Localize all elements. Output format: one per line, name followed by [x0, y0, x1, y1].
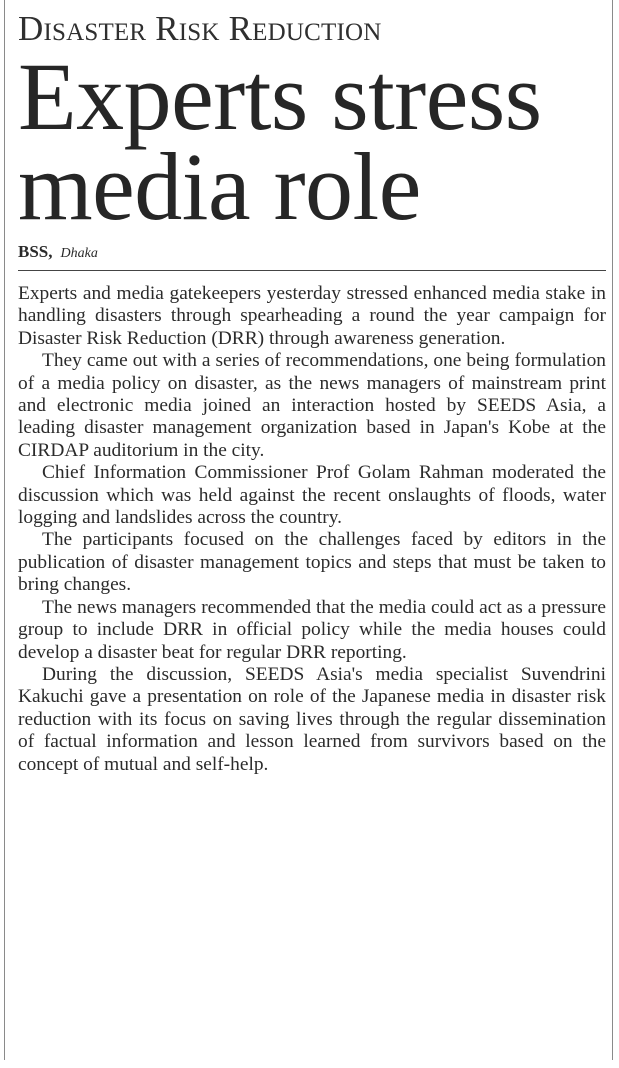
headline: Experts stress media role — [18, 43, 542, 240]
section-kicker: Disaster Risk Reduction — [18, 9, 382, 48]
column-rule-right — [612, 0, 613, 1060]
column-rule-left — [4, 0, 5, 1060]
byline-agency: BSS, — [18, 242, 53, 261]
paragraph: Chief Information Commissioner Prof Golam Rahman moderated the discussion which was held against the recent onslaughts of floods, water logging and landslides across the country. — [18, 462, 606, 529]
paragraph: The participants focused on the challenges faced by editors in the publication of disaster management topics and steps that must be taken to bring changes. — [18, 529, 606, 596]
paragraph: During the discussion, SEEDS Asia's media specialist Suvendrini Kakuchi gave a presentation on role of the Japanese media in disaster risk reduction with its focus on saving lives through the regular dissemination of factual information and lesson learned from survivors based on the concept of mutual and self-help. — [18, 663, 606, 775]
byline-place: Dhaka — [60, 246, 98, 261]
article-body — [18, 283, 606, 776]
paragraph: They came out with a series of recommendations, one being formulation of a media policy on disaster, as the news managers of mainstream print and electronic media joined an interaction hosted by SEEDS Asia, a leading disaster management organization based in Japan's Kobe at the CIRDAP auditorium in the city. — [18, 350, 606, 461]
byline — [18, 242, 606, 264]
news-article — [18, 10, 606, 776]
paragraph: The news managers recommended that the media could act as a pressure group to include DRR in official policy while the media houses could develop a disaster beat for regular DRR reporting. — [18, 596, 606, 663]
paragraph: Experts and media gatekeepers yesterday stressed enhanced media stake in handling disasters through spearheading a round the year campaign for Disaster Risk Reduction (DRR) through awareness generation. — [18, 283, 606, 349]
byline-divider — [18, 270, 606, 271]
